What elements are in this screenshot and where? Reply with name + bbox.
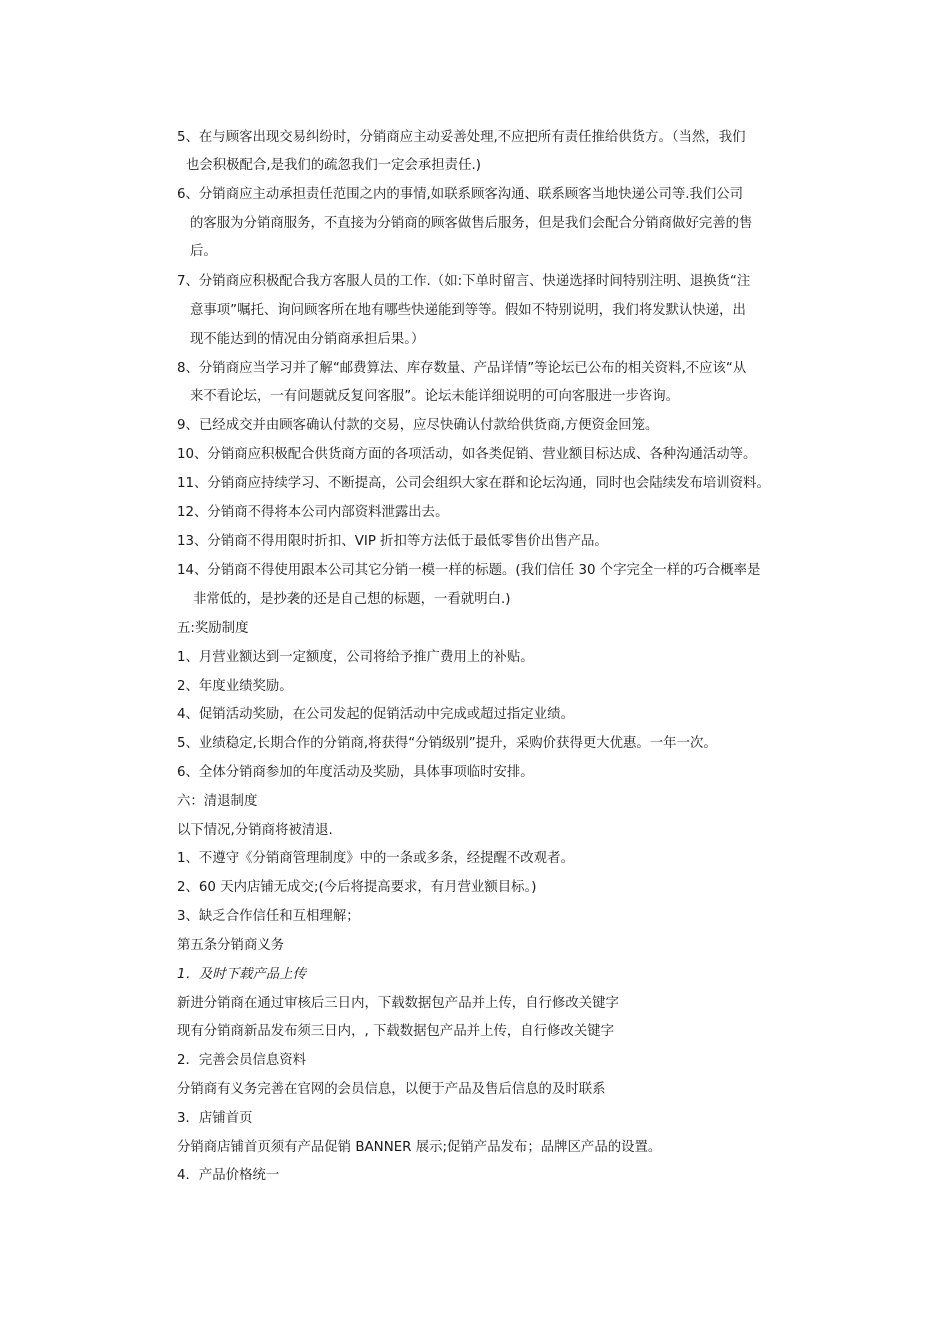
item-5-line-2: 也会积极配合,是我们的疏忽我们一定会承担责任.) <box>186 158 481 173</box>
section-5-heading: 五:奖励制度 <box>177 621 249 636</box>
item-12: 12、分销商不得将本公司内部资料泄露出去。 <box>177 505 449 520</box>
item-8-line-2: 来不看论坛，一有问题就反复问客服”。论坛未能详细说明的可向客服进一步咨询。 <box>190 389 679 404</box>
article-5-sub1-line-1: 新进分销商在通过审核后三日内，下载数据包产品并上传，自行修改关键字 <box>177 996 619 1011</box>
section-6-item-3: 3、缺乏合作信任和互相理解； <box>177 909 360 924</box>
article-5-heading: 第五条分销商义务 <box>177 938 285 953</box>
item-13: 13、分销商不得用限时折扣、VIP 折扣等方法低于最低零售价出售产品。 <box>177 534 608 549</box>
article-5-sub1-line-2: 现有分销商新品发布须三日内，, 下载数据包产品并上传，自行修改关键字 <box>177 1024 615 1039</box>
section-5-item-1: 1、月营业额达到一定额度，公司将给予推广费用上的补贴。 <box>177 650 534 665</box>
item-6-line-2: 的客服为分销商服务，不直接为分销商的顾客做售后服务，但是我们会配合分销商做好完善的售 <box>190 216 753 231</box>
item-9: 9、已经成交并由顾客确认付款的交易，应尽快确认付款给供货商,方便资金回笼。 <box>177 418 659 433</box>
item-7-line-1: 7、分销商应积极配合我方客服人员的工作.（如:下单时留言、快递选择时间特别注明、退换货“注 <box>177 274 751 289</box>
section-5-item-6: 6、全体分销商参加的年度活动及奖励，具体事项临时安排。 <box>177 765 534 780</box>
article-5-sub4-title: 4．产品价格统一 <box>177 1168 280 1183</box>
article-5-sub2-title: 2．完善会员信息资料 <box>177 1053 307 1068</box>
item-6-line-1: 6、分销商应主动承担责任范围之内的事情,如联系顾客沟通、联系顾客当地快递公司等.我们公司 <box>177 187 744 202</box>
item-7-line-3: 现不能达到的情况由分销商承担后果。） <box>190 332 425 347</box>
section-6-item-2: 2、60 天内店铺无成交;(今后将提高要求，有月营业额目标。) <box>177 880 537 895</box>
item-14-line-1: 14、分销商不得使用跟本公司其它分销一模一样的标题。(我们信任 30 个字完全一样的巧合概率是 <box>177 563 761 578</box>
article-5-sub2-line-1: 分销商有义务完善在官网的会员信息，以便于产品及售后信息的及时联系 <box>177 1082 606 1097</box>
section-6-item-1: 1、不遵守《分销商管理制度》中的一条或多条，经提醒不改观者。 <box>177 851 574 866</box>
item-7-line-2: 意事项”嘱托、询问顾客所在地有哪些快递能到等等。假如不特别说明，我们将发默认快递，出 <box>190 303 746 318</box>
section-6-intro: 以下情况,分销商将被清退. <box>177 823 333 838</box>
item-14-line-2: 非常低的，是抄袭的还是自己想的标题，一看就明白.) <box>193 592 511 607</box>
section-6-heading: 六：清退制度 <box>177 794 258 809</box>
item-8-line-1: 8、分销商应当学习并了解“邮费算法、库存数量、产品详情”等论坛已公布的相关资料,不应该“从 <box>177 361 747 376</box>
section-5-item-5: 5、业绩稳定,长期合作的分销商,将获得“分销级别”提升，采购价获得更大优惠。一年一次。 <box>177 736 717 751</box>
item-11: 11、分销商应持续学习、不断提高，公司会组织大家在群和论坛沟通，同时也会陆续发布培训资料。 <box>177 476 770 491</box>
article-5-sub3-line-1: 分销商店铺首页须有产品促销 BANNER 展示;促销产品发布；品牌区产品的设置。 <box>177 1140 662 1155</box>
section-5-item-4: 4、促销活动奖励，在公司发起的促销活动中完成或超过指定业绩。 <box>177 707 574 722</box>
section-5-item-2: 2、年度业绩奖励。 <box>177 679 293 694</box>
item-10: 10、分销商应积极配合供货商方面的各项活动，如各类促销、营业额目标达成、各种沟通活动等。 <box>177 447 757 462</box>
item-5-line-1: 5、在与顾客出现交易纠纷时，分销商应主动妥善处理,不应把所有责任推给供货方。（当然，我们 <box>177 130 746 145</box>
article-5-sub1-title: 1．及时下载产品上传 <box>177 967 307 982</box>
article-5-sub3-title: 3．店铺首页 <box>177 1111 253 1126</box>
item-6-line-3: 后。 <box>190 244 217 259</box>
